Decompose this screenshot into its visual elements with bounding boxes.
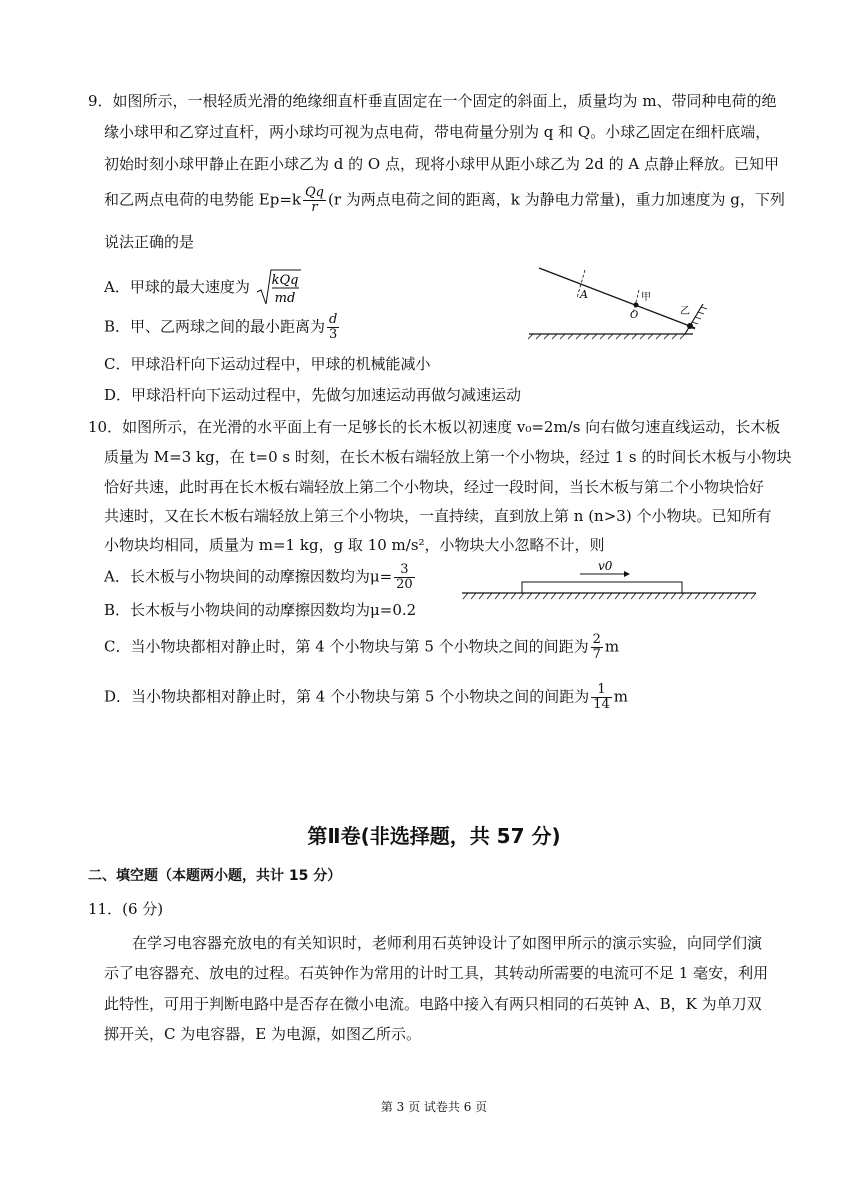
fig-label-v0: v0 [598,559,613,573]
q9-line4 [104,186,785,215]
q10-line4: 共速时，又在长木板右端轻放上第三个小物块，一直持续，直到放上第 n (n>3) 个小物块。已知所有 [104,507,772,525]
q9-b-fraction [327,313,339,342]
q9-line4b: (r 为两点电荷之间的距离，k 为静电力常量)，重力加速度为 g，下列 [327,190,785,209]
fig-label-a: A [580,288,588,301]
q9-energy-num: Qq [304,185,324,200]
q10-c-fraction [591,633,603,662]
fig-label-jia: 甲 [641,292,651,303]
q10-d-fraction [591,683,612,712]
q9-line1: 9．如图所示，一根轻质光滑的绝缘细直杆垂直固定在一个固定的斜面上，质量均为 m、带同种电荷的绝 [88,92,777,110]
q11-line4: 掷开关，C 为电容器，E 为电源，如图乙所示。 [104,1025,421,1043]
q9-option-c: C．甲球沿杆向下运动过程中，甲球的机械能减小 [104,355,431,373]
q10-option-d [104,683,628,712]
q10-a-fraction [394,563,415,592]
q10-line2: 质量为 M=3 kg，在 t=0 s 时刻，在长木板右端轻放上第一个小物块，经过 1 s 的时间长木板与小物块 [104,448,792,466]
q10-c-den: 7 [592,647,601,662]
q10-option-d-text: D．当小物块都相对静止时，第 4 个小物块与第 5 个小物块之间的间距为 [104,687,590,706]
q9-sqrt-den: md [274,291,295,306]
q10-option-a [104,563,417,592]
q10-board-figure [460,556,760,604]
q9-option-b [104,313,341,342]
q11-head: 11．(6 分) [88,900,164,918]
q9-option-a-text: A．甲球的最大速度为 [104,278,250,296]
q9-line3: 初始时刻小球甲静止在距小球乙为 d 的 O 点，现将小球甲从距小球乙为 2d 的 A 点静止释放。已知甲 [104,155,780,173]
q9-option-a [104,268,301,308]
q11-line2: 示了电容器充、放电的过程。石英钟作为常用的计时工具，其转动所需要的电流可不足 1 毫安，利用 [104,964,769,982]
q9-line4a: 和乙两点电荷的电势能 Ep=k [104,190,301,209]
q9-line2: 缘小球甲和乙穿过直杆，两小球均可视为点电荷，带电荷量分别为 q 和 Q。小球乙固定在细杆底端， [104,123,771,141]
q10-c-unit: m [604,637,620,656]
fig-label-yi: 乙 [680,306,690,317]
q9-option-d: D．甲球沿杆向下运动过程中，先做匀加速运动再做匀减速运动 [104,386,522,404]
q9-b-num: d [329,312,338,327]
q9-sqrt-num: kQq [271,273,299,288]
q10-a-num: 3 [394,563,415,578]
q10-line3: 恰好共速，此时再在长木板右端轻放上第二个小物块，经过一段时间，当长木板与第二个小物块恰好 [104,478,765,496]
q10-option-b: B．长木板与小物块间的动摩擦因数均为μ=0.2 [104,601,417,619]
q10-d-unit: m [613,687,628,706]
part2-title: 第Ⅱ卷(非选择题，共 57 分) [307,824,561,848]
q11-line1: 在学习电容器充放电的有关知识时，老师利用石英钟设计了如图甲所示的演示实验，向同学们演 [132,934,763,952]
q10-option-a-text: A．长木板与小物块间的动摩擦因数均为μ= [104,567,393,586]
q10-d-den: 14 [593,697,610,712]
q10-line1: 10．如图所示，在光滑的水平面上有一足够长的长木板以初速度 v₀=2m/s 向右做匀速直线运动，长木板 [88,418,781,436]
q9-incline-figure [525,258,710,340]
q9-b-den: 3 [329,327,338,342]
q10-option-c [104,633,619,662]
fig-label-o: O [630,310,639,321]
page-footer: 第 3 页 试卷共 6 页 [380,1100,488,1114]
q9-energy-den: r [311,200,318,215]
q10-d-num: 1 [591,683,612,698]
q9-option-b-text: B．甲、乙两球之间的最小距离为 [104,317,326,336]
q10-a-den: 20 [396,577,413,592]
q10-option-c-text: C．当小物块都相对静止时，第 4 个小物块与第 5 个小物块之间的间距为 [104,637,589,656]
q11-line3: 此特性，可用于判断电路中是否存在微小电流。电路中接入有两只相同的石英钟 A、B，K 为单刀双 [104,995,762,1013]
q9-sqrt [255,268,301,308]
section-heading: 二、填空题（本题两小题，共计 15 分） [88,868,342,884]
q10-c-num: 2 [592,632,601,647]
q10-line5: 小物块均相同，质量为 m=1 kg，g 取 10 m/s²，小物块大小忽略不计，则 [104,536,605,554]
q9-energy-fraction [303,186,326,215]
q9-line5: 说法正确的是 [104,233,195,251]
sqrt-symbol [255,268,301,308]
